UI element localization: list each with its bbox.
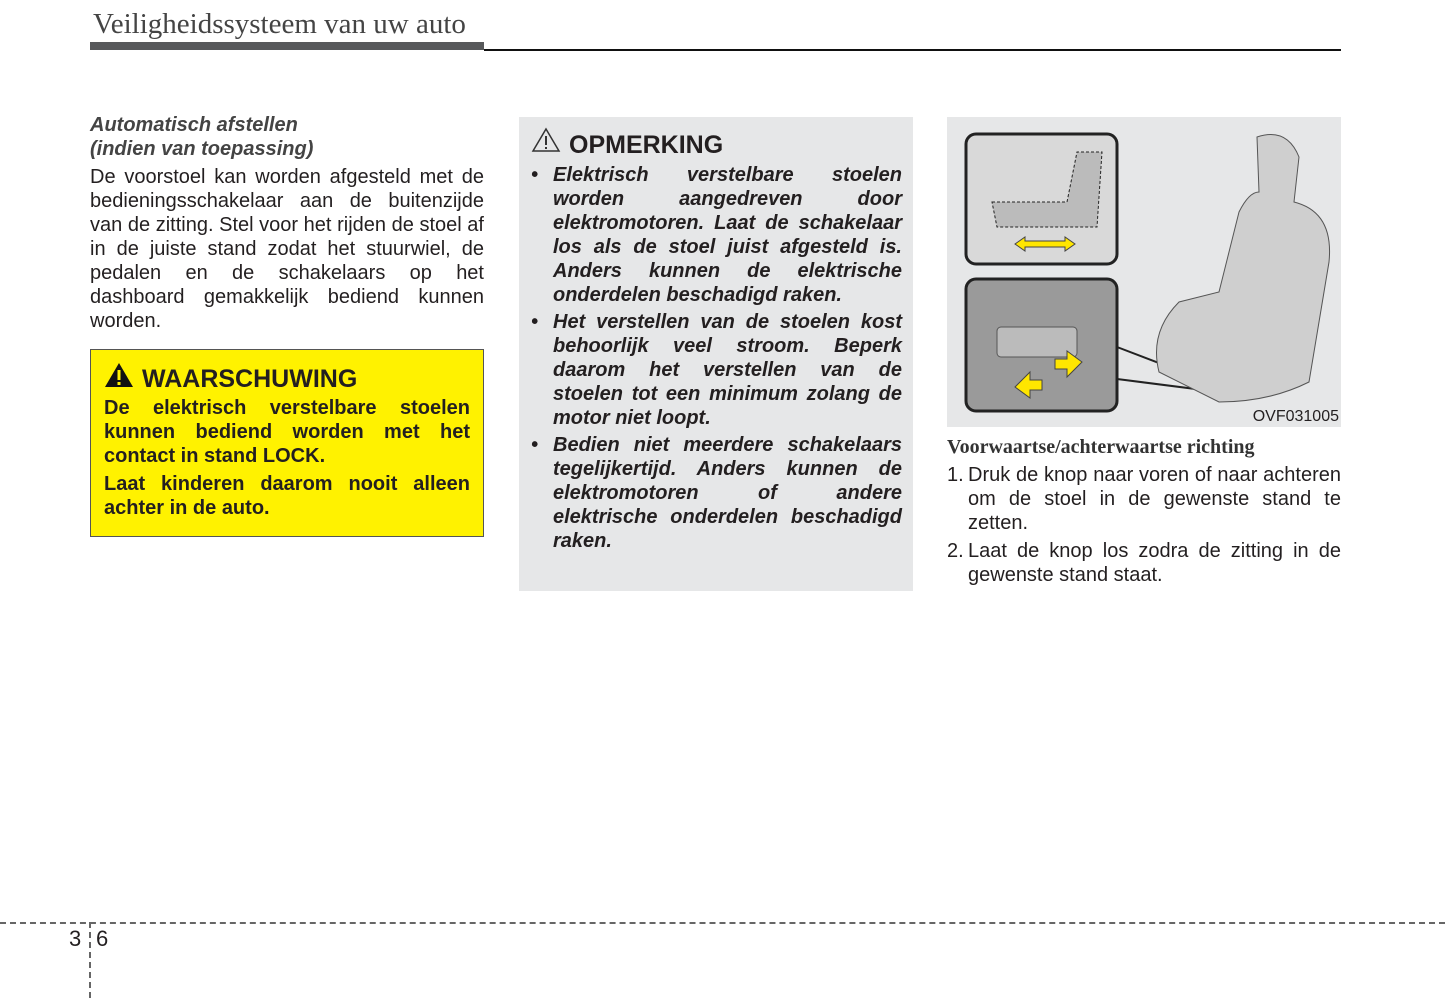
warning-text: Laat kinderen daarom nooit alleen achter in de auto. xyxy=(104,473,470,519)
steps-list xyxy=(947,463,1341,591)
page-header-title: Veiligheidssysteem van uw auto xyxy=(93,8,466,40)
header-bar xyxy=(90,42,484,50)
seat-illustration xyxy=(947,117,1341,427)
step-text: Laat de knop los zodra de zitting in de gewenste stand staat. xyxy=(968,540,1341,586)
power-seat-image xyxy=(947,117,1341,427)
note-item: • Elektrisch verstelbare stoelen worden aangedreven door elektromotoren. Laat de schakelaar los als de stoel juist afgesteld is. Anders kunnen de elektrische onderdelen beschadigd raken. xyxy=(531,163,902,307)
body-text: De voorstoel kan worden afgesteld met de bedieningsschakelaar aan de buitenzijde van de zitting. Stel voor het rijden de stoel af in de juiste stand zodat het stuurwiel, de pedalen en de schakelaars op het dashboard gemakkelijk bediend kunnen worden. xyxy=(90,166,484,332)
subheading: Automatisch afstellen xyxy=(90,114,298,136)
warning-triangle-icon xyxy=(104,362,134,396)
note-item: • Bedien niet meerdere schakelaars tegelijkertijd. Anders kunnen de elektromotoren of andere elektrische onderdelen beschadigd raken. xyxy=(531,433,902,553)
footer-divider xyxy=(0,922,1445,924)
page-number: 6 xyxy=(96,926,109,951)
step-number: 1. xyxy=(947,464,964,486)
note-box xyxy=(519,117,913,591)
step-item xyxy=(947,463,1341,535)
footer-page-divider xyxy=(89,922,91,998)
warning-box xyxy=(90,349,484,537)
left-column xyxy=(90,113,484,333)
figure-code: OVF031005 xyxy=(1252,408,1339,425)
warning-text: De elektrisch verstelbare stoelen kunnen bediend worden met het contact in stand LOCK. xyxy=(104,397,470,467)
figure-caption: Voorwaartse/achterwaartse richting xyxy=(947,436,1255,458)
subheading-note: (indien van toepassing) xyxy=(90,138,314,160)
section-number: 3 xyxy=(69,926,82,951)
header-rule xyxy=(484,49,1341,51)
caution-triangle-icon xyxy=(531,127,561,163)
step-item xyxy=(947,539,1341,587)
step-text: Druk de knop naar voren of naar achteren om de stoel in de gewenste stand te zetten. xyxy=(968,464,1341,534)
step-number: 2. xyxy=(947,540,964,562)
warning-title: WAARSCHUWING xyxy=(142,365,358,393)
note-title: OPMERKING xyxy=(569,131,724,159)
note-item: • Het verstellen van de stoelen kost behoorlijk veel stroom. Beperk daarom het verstellen van de stoelen tot een minimum zolang de motor niet loopt. xyxy=(531,310,902,430)
